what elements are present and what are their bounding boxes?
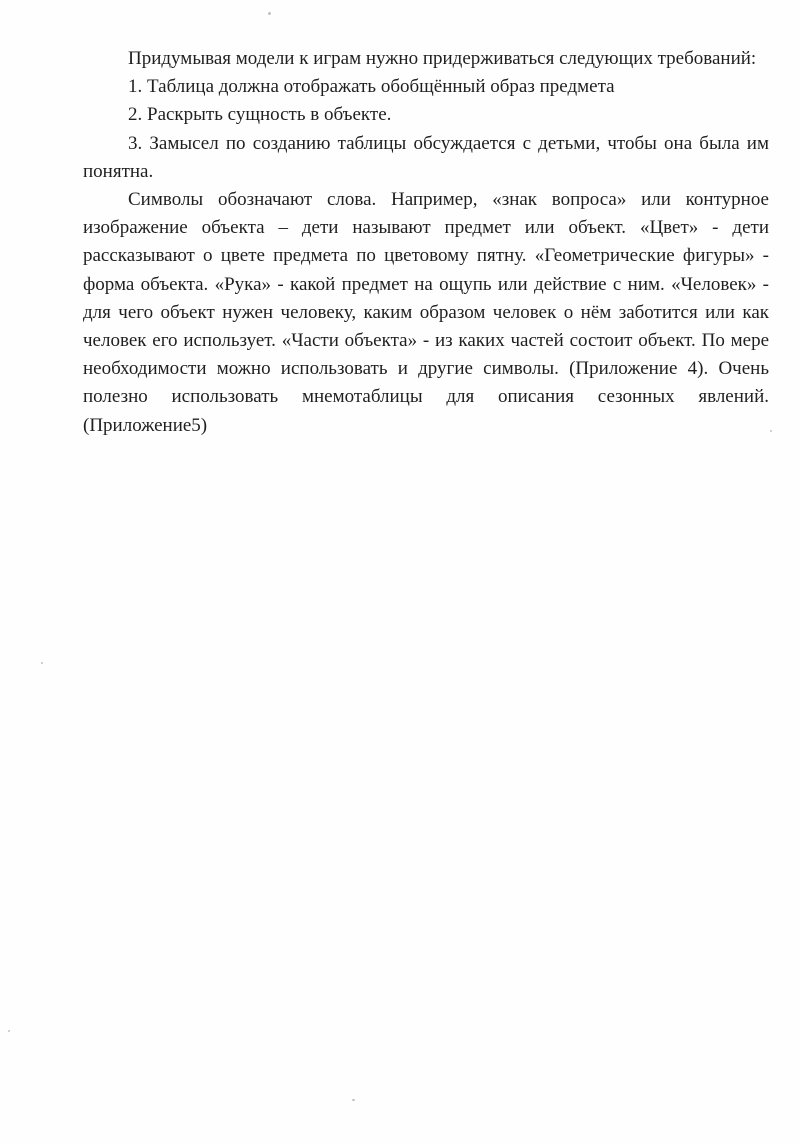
scan-speck xyxy=(268,12,271,15)
list-item-3: 3. Замысел по созданию таблицы обсуждается с детьми, чтобы она была им понятна. xyxy=(83,132,769,182)
document-body xyxy=(83,45,769,440)
scan-speck xyxy=(770,430,772,432)
list-item-1: 1. Таблица должна отображать обобщённый образ предмета xyxy=(128,76,615,98)
list-item-2: 2. Раскрыть сущность в объекте. xyxy=(128,104,392,126)
paragraph-requirements-intro: Придумывая модели к играм нужно придерживаться следующих требований: xyxy=(128,48,757,69)
scan-speck xyxy=(41,662,43,664)
paragraph-symbols: Символы обозначают слова. Например, «знак вопроса» или контурное изображение объекта – дети называют предмет или объект. «Цвет» - дети рассказывают о цвете предмета по цветовому пятну. «Геометрические фигуры» - форма объекта. «Рука» - какой предмет на ощупь или действие с ним. «Человек» - для чего объект нужен человеку, каким образом человек о нём заботится или как человек его использует. «Части объекта» - из каких частей состоит объект. По мере необходимости можно использовать и другие символы. (Приложение 4). Очень полезно использовать мнемотаблицы для описания сезонных явлений. (Приложение5) xyxy=(83,189,769,436)
scan-speck xyxy=(8,1030,10,1032)
scan-speck xyxy=(352,1099,355,1101)
